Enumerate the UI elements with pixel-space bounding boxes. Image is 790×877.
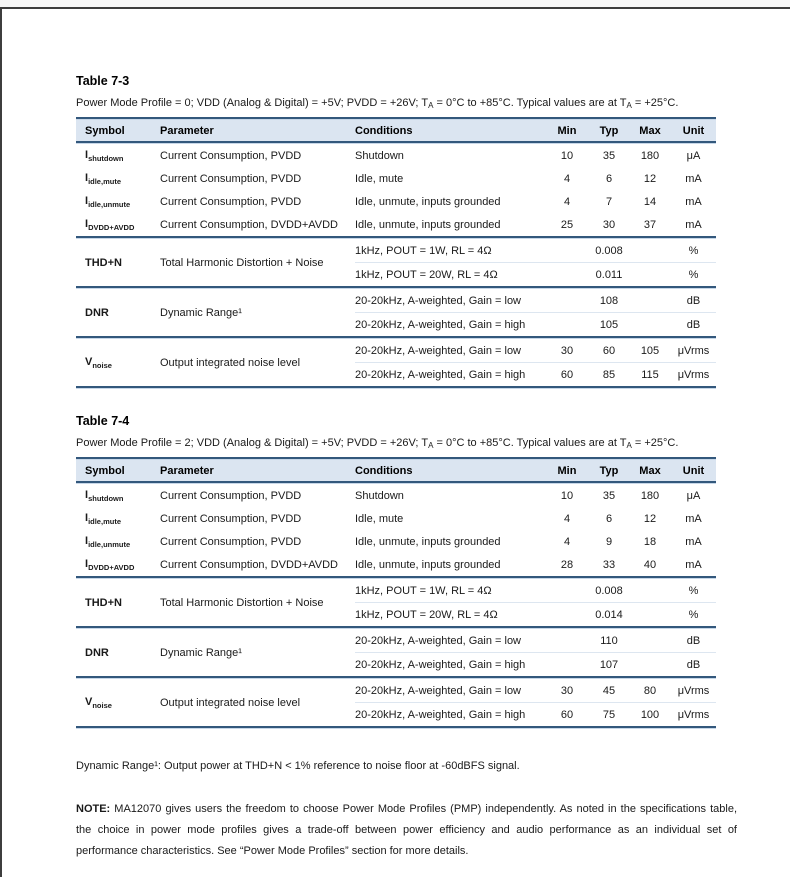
unit-cell: dB	[686, 634, 701, 647]
symbol-subscript: shutdown	[88, 493, 124, 503]
table-row	[76, 679, 716, 726]
parameter-cell: Dynamic Range¹	[160, 646, 242, 659]
condition-cell: Idle, unmute, inputs grounded	[355, 218, 501, 231]
typ-cell: 6	[605, 512, 613, 525]
column-header-parameter: Parameter	[160, 464, 214, 477]
table-row	[76, 507, 716, 530]
symbol-main: DNR	[85, 306, 109, 319]
typ-cell: 33	[602, 558, 616, 571]
unit-cell: mA	[685, 558, 702, 571]
condition-row	[355, 530, 716, 553]
parameter-cell: Total Harmonic Distortion + Noise	[160, 596, 324, 609]
table-row	[76, 190, 716, 213]
min-cell: 10	[560, 149, 574, 162]
typ-cell: 60	[602, 344, 616, 357]
condition-row	[355, 190, 716, 213]
caption-text: = 0°C to +85°C. Typical values are at T	[433, 437, 627, 449]
typ-cell: 6	[605, 172, 613, 185]
table-7-4-block	[76, 414, 738, 729]
symbol-cell	[76, 218, 160, 232]
caption-text: Power Mode Profile = 0; VDD (Analog & Digital) = +5V; PVDD = +26V; T	[76, 97, 429, 109]
condition-row	[355, 507, 716, 530]
table-row	[76, 484, 716, 507]
condition-row	[355, 553, 716, 576]
symbol-cell	[76, 172, 160, 186]
parameter-cell: Current Consumption, PVDD	[160, 512, 302, 525]
table-section	[76, 289, 716, 336]
symbol-main: V	[85, 355, 93, 368]
condition-rows	[355, 507, 716, 530]
column-header-conditions: Conditions	[355, 464, 413, 477]
symbol-main: V	[85, 695, 93, 708]
condition-row	[355, 484, 716, 507]
caption-subscript: A	[428, 441, 434, 450]
column-header-unit: Unit	[682, 124, 705, 137]
max-cell: 180	[640, 149, 660, 162]
condition-rows	[355, 239, 716, 286]
condition-cell: 20-20kHz, A-weighted, Gain = high	[355, 318, 526, 331]
min-cell: 4	[563, 172, 571, 185]
page-edge-top-border	[0, 7, 790, 9]
table-header-row	[76, 120, 716, 141]
typ-cell: 9	[605, 535, 613, 548]
caption-text: = +25°C.	[631, 437, 679, 449]
symbol-main: THD+N	[85, 256, 122, 269]
condition-rows	[355, 213, 716, 236]
typ-cell: 0.008	[595, 584, 623, 597]
table-section	[76, 339, 716, 386]
parameter-cell: Dynamic Range¹	[160, 306, 242, 319]
symbol-subscript: idle,unmute	[88, 539, 131, 549]
typ-cell: 110	[600, 634, 618, 647]
max-cell: 40	[643, 558, 657, 571]
table-row	[76, 239, 716, 286]
symbol-subscript: shutdown	[88, 153, 124, 163]
condition-cell: Idle, mute	[355, 512, 404, 525]
caption-subscript: A	[428, 101, 434, 110]
unit-cell: μVrms	[677, 708, 710, 721]
condition-row	[355, 679, 716, 702]
symbol-main: I	[85, 534, 89, 547]
parameter-cell: Current Consumption, PVDD	[160, 535, 302, 548]
column-header-typ: Typ	[599, 464, 619, 477]
symbol-cell	[76, 356, 160, 370]
caption-subscript: A	[626, 441, 632, 450]
max-cell: 37	[643, 218, 657, 231]
condition-rows	[355, 144, 716, 167]
spec-table-7-4	[76, 457, 716, 729]
min-cell: 10	[560, 489, 574, 502]
unit-cell: μVrms	[677, 368, 710, 381]
column-header-unit: Unit	[682, 464, 705, 477]
caption-text: = 0°C to +85°C. Typical values are at T	[433, 97, 627, 109]
condition-cell: 20-20kHz, A-weighted, Gain = high	[355, 368, 526, 381]
parameter-cell: Current Consumption, DVDD+AVDD	[160, 218, 338, 231]
parameter-cell: Current Consumption, PVDD	[160, 149, 302, 162]
table-section	[76, 579, 716, 626]
condition-cell: 20-20kHz, A-weighted, Gain = low	[355, 634, 522, 647]
condition-row	[355, 262, 716, 286]
symbol-cell	[76, 307, 160, 319]
symbol-cell	[76, 647, 160, 659]
symbol-subscript: noise	[92, 360, 112, 370]
condition-cell: 20-20kHz, A-weighted, Gain = high	[355, 658, 526, 671]
symbol-cell	[76, 195, 160, 209]
condition-rows	[355, 679, 716, 726]
table-7-4-caption	[76, 437, 738, 450]
table-7-3-title: Table 7-3	[76, 74, 130, 88]
min-cell: 28	[560, 558, 574, 571]
unit-cell: μA	[686, 489, 701, 502]
condition-cell: Idle, unmute, inputs grounded	[355, 535, 501, 548]
max-cell: 105	[640, 344, 660, 357]
condition-cell: Idle, unmute, inputs grounded	[355, 558, 501, 571]
min-cell: 4	[563, 535, 571, 548]
typ-cell: 0.014	[595, 608, 623, 621]
table-row	[76, 339, 716, 386]
symbol-cell	[76, 535, 160, 549]
symbol-cell	[76, 512, 160, 526]
typ-cell: 85	[602, 368, 616, 381]
max-cell: 18	[643, 535, 657, 548]
typ-cell: 105	[599, 318, 619, 331]
unit-cell: %	[688, 244, 699, 257]
table-rule-light	[76, 388, 716, 389]
table-section	[76, 629, 716, 676]
table-section	[76, 239, 716, 286]
table-rule	[76, 386, 716, 389]
typ-cell: 75	[602, 708, 616, 721]
condition-cell: Shutdown	[355, 489, 404, 502]
page-edge-left-border	[0, 7, 2, 877]
condition-row	[355, 213, 716, 236]
page-content	[76, 74, 738, 862]
condition-rows	[355, 553, 716, 576]
max-cell: 12	[643, 512, 657, 525]
condition-cell: 1kHz, POUT = 1W, RL = 4Ω	[355, 584, 492, 597]
min-cell: 30	[560, 344, 574, 357]
min-cell: 60	[560, 368, 574, 381]
symbol-cell	[76, 558, 160, 572]
symbol-subscript: DVDD+AVDD	[88, 562, 135, 572]
typ-cell: 107	[599, 658, 619, 671]
table-rule	[76, 726, 716, 729]
symbol-cell	[76, 489, 160, 503]
symbol-main: I	[85, 488, 89, 501]
unit-cell: mA	[685, 195, 702, 208]
column-header-parameter: Parameter	[160, 124, 214, 137]
table-rule-light	[76, 728, 716, 729]
unit-cell: μVrms	[677, 344, 710, 357]
symbol-main: I	[85, 171, 89, 184]
unit-cell: %	[688, 268, 699, 281]
column-header-max: Max	[639, 124, 661, 137]
caption-subscript: A	[626, 101, 632, 110]
unit-cell: dB	[686, 294, 701, 307]
table-7-3-caption	[76, 97, 738, 110]
condition-rows	[355, 167, 716, 190]
unit-cell: μA	[686, 149, 701, 162]
table-header-row	[76, 460, 716, 481]
typ-cell: 0.011	[595, 268, 623, 281]
parameter-cell: Output integrated noise level	[160, 356, 301, 369]
typ-cell: 45	[602, 684, 616, 697]
condition-row	[355, 652, 716, 676]
condition-row	[355, 579, 716, 602]
condition-rows	[355, 484, 716, 507]
column-header-conditions: Conditions	[355, 124, 413, 137]
parameter-cell: Total Harmonic Distortion + Noise	[160, 256, 324, 269]
condition-cell: Shutdown	[355, 149, 404, 162]
caption-text: Power Mode Profile = 2; VDD (Analog & Digital) = +5V; PVDD = +26V; T	[76, 437, 429, 449]
min-cell: 60	[560, 708, 574, 721]
typ-cell: 30	[602, 218, 616, 231]
condition-cell: 20-20kHz, A-weighted, Gain = low	[355, 684, 522, 697]
table-row	[76, 213, 716, 236]
column-header-symbol: Symbol	[85, 124, 125, 137]
column-header-min: Min	[557, 464, 577, 477]
condition-row	[355, 629, 716, 652]
page-edge-strip	[0, 0, 790, 7]
unit-cell: mA	[685, 535, 702, 548]
column-header-min: Min	[557, 124, 577, 137]
min-cell: 4	[563, 512, 571, 525]
column-header-typ: Typ	[599, 124, 619, 137]
parameter-cell: Current Consumption, DVDD+AVDD	[160, 558, 338, 571]
condition-rows	[355, 579, 716, 626]
typ-cell: 108	[599, 294, 619, 307]
symbol-main: I	[85, 557, 89, 570]
symbol-main: I	[85, 217, 89, 230]
min-cell: 25	[560, 218, 574, 231]
condition-cell: 20-20kHz, A-weighted, Gain = high	[355, 708, 526, 721]
condition-cell: Idle, mute	[355, 172, 404, 185]
condition-row	[355, 167, 716, 190]
column-header-max: Max	[639, 464, 661, 477]
symbol-subscript: idle,unmute	[88, 199, 131, 209]
condition-row	[355, 362, 716, 386]
table-row	[76, 144, 716, 167]
typ-cell: 35	[602, 489, 616, 502]
condition-rows	[355, 629, 716, 676]
caption-text: = +25°C.	[631, 97, 679, 109]
max-cell: 80	[643, 684, 657, 697]
symbol-cell	[76, 257, 160, 269]
symbol-subscript: DVDD+AVDD	[88, 222, 135, 232]
unit-cell: dB	[686, 318, 701, 331]
parameter-cell: Current Consumption, PVDD	[160, 195, 302, 208]
condition-rows	[355, 530, 716, 553]
max-cell: 180	[640, 489, 660, 502]
dynamic-range-footnote: Dynamic Range¹: Output power at THD+N < 1% reference to noise floor at -60dBFS signal.	[76, 760, 520, 772]
min-cell: 30	[560, 684, 574, 697]
symbol-main: I	[85, 511, 89, 524]
column-header-symbol: Symbol	[85, 464, 125, 477]
table-row	[76, 553, 716, 576]
unit-cell: mA	[685, 172, 702, 185]
note-label: NOTE:	[76, 803, 111, 815]
table-row	[76, 530, 716, 553]
table-7-4-title: Table 7-4	[76, 414, 130, 428]
table-row	[76, 579, 716, 626]
table-row	[76, 289, 716, 336]
condition-cell: 20-20kHz, A-weighted, Gain = low	[355, 344, 522, 357]
condition-row	[355, 289, 716, 312]
max-cell: 12	[643, 172, 657, 185]
condition-cell: 1kHz, POUT = 1W, RL = 4Ω	[355, 244, 492, 257]
table-7-3-block	[76, 74, 738, 389]
unit-cell: mA	[685, 218, 702, 231]
table-section	[76, 484, 716, 576]
max-cell: 14	[643, 195, 657, 208]
symbol-main: DNR	[85, 646, 109, 659]
typ-cell: 0.008	[595, 244, 623, 257]
symbol-subscript: noise	[92, 700, 112, 710]
table-section	[76, 679, 716, 726]
condition-row	[355, 312, 716, 336]
condition-rows	[355, 190, 716, 213]
parameter-cell: Output integrated noise level	[160, 696, 301, 709]
condition-row	[355, 702, 716, 726]
unit-cell: mA	[685, 512, 702, 525]
symbol-cell	[76, 696, 160, 710]
condition-cell: 1kHz, POUT = 20W, RL = 4Ω	[355, 608, 498, 621]
note-paragraph	[76, 799, 737, 862]
unit-cell: %	[688, 608, 699, 621]
table-row	[76, 167, 716, 190]
symbol-cell	[76, 149, 160, 163]
condition-row	[355, 339, 716, 362]
condition-row	[355, 144, 716, 167]
spec-table-7-3	[76, 117, 716, 389]
table-section	[76, 144, 716, 236]
condition-cell: Idle, unmute, inputs grounded	[355, 195, 501, 208]
parameter-cell: Current Consumption, PVDD	[160, 489, 302, 502]
symbol-main: I	[85, 194, 89, 207]
typ-cell: 7	[605, 195, 613, 208]
symbol-subscript: idle,mute	[88, 516, 121, 526]
max-cell: 115	[641, 368, 659, 381]
symbol-cell	[76, 597, 160, 609]
max-cell: 100	[640, 708, 660, 721]
condition-row	[355, 239, 716, 262]
typ-cell: 35	[602, 149, 616, 162]
condition-rows	[355, 339, 716, 386]
table-row	[76, 629, 716, 676]
unit-cell: μVrms	[677, 684, 710, 697]
condition-rows	[355, 289, 716, 336]
min-cell: 4	[563, 195, 571, 208]
symbol-main: I	[85, 148, 89, 161]
condition-row	[355, 602, 716, 626]
condition-cell: 1kHz, POUT = 20W, RL = 4Ω	[355, 268, 498, 281]
parameter-cell: Current Consumption, PVDD	[160, 172, 302, 185]
note-text: MA12070 gives users the freedom to choose Power Mode Profiles (PMP) independently. As noted in the specifications table, the choice in power mode profiles gives a trade-off between power efficiency and audio performance as an individual set of performance characteristics. See “Power Mode Profiles” section for more details.	[76, 803, 737, 857]
symbol-main: THD+N	[85, 596, 122, 609]
unit-cell: %	[688, 584, 699, 597]
condition-cell: 20-20kHz, A-weighted, Gain = low	[355, 294, 522, 307]
unit-cell: dB	[686, 658, 701, 671]
symbol-subscript: idle,mute	[88, 176, 121, 186]
